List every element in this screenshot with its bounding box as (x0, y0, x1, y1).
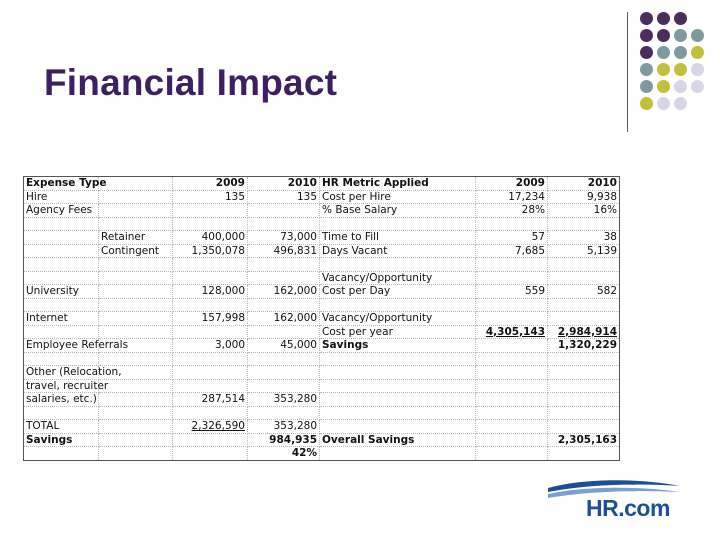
table-cell: 38 (548, 231, 620, 245)
table-row (24, 244, 620, 258)
table-cell (173, 217, 248, 231)
table-cell: 42% (248, 447, 320, 461)
table-cell: Internet (24, 312, 99, 326)
table-cell: TOTAL (24, 420, 99, 434)
table-cell (99, 285, 173, 299)
table-cell (24, 447, 99, 461)
table-cell (173, 366, 248, 380)
table-cell: 496,831 (248, 244, 320, 258)
table-cell (99, 433, 173, 447)
decor-dot (691, 63, 704, 76)
decor-dot (657, 80, 670, 93)
decorative-dot-grid (0, 0, 720, 140)
table-row (24, 433, 620, 447)
table-cell: 3,000 (173, 339, 248, 353)
table-cell (248, 217, 320, 231)
table-cell: Savings (24, 433, 99, 447)
table-row (24, 271, 620, 285)
decor-dot (657, 12, 670, 25)
decor-dot (691, 29, 704, 42)
table-cell (320, 379, 476, 393)
table-cell: Cost per year (320, 325, 476, 339)
decor-dot (640, 63, 653, 76)
table-cell: 45,000 (248, 339, 320, 353)
table-cell (248, 325, 320, 339)
table-cell: 582 (548, 285, 620, 299)
table-cell: 73,000 (248, 231, 320, 245)
decor-dot (657, 46, 670, 59)
table-cell: 9,938 (548, 190, 620, 204)
table-cell (548, 379, 620, 393)
table-cell (476, 379, 548, 393)
table-cell (24, 298, 99, 312)
decor-dot (691, 46, 704, 59)
table-row (24, 379, 620, 393)
table-row (24, 298, 620, 312)
table-row (24, 312, 620, 326)
table-cell: 17,234 (476, 190, 548, 204)
table-cell (320, 352, 476, 366)
table-cell (99, 447, 173, 461)
table-cell (248, 352, 320, 366)
table-cell (173, 406, 248, 420)
table-cell (476, 420, 548, 434)
table-cell: 400,000 (173, 231, 248, 245)
table-cell (24, 258, 99, 272)
header-cell: 2010 (548, 177, 620, 191)
table-cell: 135 (248, 190, 320, 204)
table-cell: Vacancy/Opportunity (320, 312, 476, 326)
table-cell: 559 (476, 285, 548, 299)
table-cell: University (24, 285, 99, 299)
table-cell (476, 366, 548, 380)
table-row (24, 231, 620, 245)
table-header-row (24, 177, 620, 191)
table-cell (24, 244, 99, 258)
table-cell: 7,685 (476, 244, 548, 258)
table-cell: travel, recruiter (24, 379, 99, 393)
table-cell (248, 271, 320, 285)
table-cell: Savings (320, 339, 476, 353)
table-cell (476, 298, 548, 312)
table-cell (99, 190, 173, 204)
table-cell: 5,139 (548, 244, 620, 258)
table-cell: 128,000 (173, 285, 248, 299)
decor-dot (674, 12, 687, 25)
table-cell (173, 204, 248, 218)
header-cell: 2010 (248, 177, 320, 191)
decor-dot (674, 63, 687, 76)
table-cell (548, 217, 620, 231)
slide-title: Financial Impact (44, 62, 338, 103)
table-cell (320, 393, 476, 407)
table-cell (548, 271, 620, 285)
table-cell (476, 312, 548, 326)
table-cell (548, 447, 620, 461)
table-cell: 28% (476, 204, 548, 218)
table-cell: Retainer (99, 231, 173, 245)
table-cell: 162,000 (248, 312, 320, 326)
table-row (24, 447, 620, 461)
table-cell (476, 433, 548, 447)
table-cell (99, 271, 173, 285)
table-cell (99, 420, 173, 434)
decor-dot (657, 29, 670, 42)
table-cell (248, 258, 320, 272)
table-cell (99, 312, 173, 326)
table-cell: 2,305,163 (548, 433, 620, 447)
table-cell (320, 258, 476, 272)
table-cell: Days Vacant (320, 244, 476, 258)
table-cell (248, 406, 320, 420)
table-cell (476, 217, 548, 231)
logo-text: HR.com (586, 495, 670, 521)
decor-dot (657, 63, 670, 76)
table-cell (99, 406, 173, 420)
table-cell (476, 406, 548, 420)
table-cell (99, 379, 173, 393)
table-cell (173, 271, 248, 285)
table-cell: 157,998 (173, 312, 248, 326)
table-cell (476, 271, 548, 285)
table-cell: Agency Fees (24, 204, 99, 218)
table-cell (548, 420, 620, 434)
table-cell (24, 325, 99, 339)
table-cell (24, 217, 99, 231)
header-cell: HR Metric Applied (320, 177, 476, 191)
header-cell: 2009 (476, 177, 548, 191)
table-row (24, 204, 620, 218)
table-cell (99, 204, 173, 218)
table-cell: 162,000 (248, 285, 320, 299)
decor-dot (640, 46, 653, 59)
table-cell (99, 258, 173, 272)
decor-dot (674, 29, 687, 42)
table-cell: 1,320,229 (548, 339, 620, 353)
table-cell (24, 406, 99, 420)
table-cell (476, 352, 548, 366)
table-cell (173, 258, 248, 272)
table-cell (548, 393, 620, 407)
header-cell: Expense Type (24, 177, 99, 191)
table-cell (99, 217, 173, 231)
table-cell (173, 447, 248, 461)
table-row (24, 190, 620, 204)
table-cell: Cost per Day (320, 285, 476, 299)
table-cell: Other (Relocation, (24, 366, 99, 380)
table-cell (476, 447, 548, 461)
table-cell (476, 339, 548, 353)
table-cell (476, 258, 548, 272)
decor-dot (674, 46, 687, 59)
table-cell (99, 352, 173, 366)
table-cell (173, 379, 248, 393)
table-cell: 2,984,914 (548, 325, 620, 339)
table-row (24, 217, 620, 231)
table-cell: Cost per Hire (320, 190, 476, 204)
decor-dot (640, 97, 653, 110)
table-cell: 1,350,078 (173, 244, 248, 258)
table-row (24, 285, 620, 299)
table-row (24, 420, 620, 434)
table-cell (99, 298, 173, 312)
table-row (24, 393, 620, 407)
table-cell (476, 393, 548, 407)
decor-dot (640, 29, 653, 42)
table-cell (548, 258, 620, 272)
decor-dot (674, 97, 687, 110)
table-cell (248, 366, 320, 380)
table-cell: salaries, etc.) (24, 393, 99, 407)
table-cell (248, 379, 320, 393)
table-cell (548, 312, 620, 326)
table-cell: Overall Savings (320, 433, 476, 447)
table-cell (548, 406, 620, 420)
title-divider-line (627, 12, 628, 132)
table-cell (320, 420, 476, 434)
table-cell (248, 204, 320, 218)
header-cell: 2009 (173, 177, 248, 191)
table-cell: Contingent (99, 244, 173, 258)
table-cell (173, 298, 248, 312)
financial-impact-table (23, 176, 620, 461)
decor-dot (640, 12, 653, 25)
table-cell (320, 406, 476, 420)
decor-dot (674, 80, 687, 93)
table-row (24, 406, 620, 420)
table-cell (548, 366, 620, 380)
table-row (24, 325, 620, 339)
table-cell: 2,326,590 (173, 420, 248, 434)
table-cell (320, 447, 476, 461)
table-cell: 984,935 (248, 433, 320, 447)
table-cell (24, 271, 99, 285)
table-cell (99, 393, 173, 407)
table-cell (548, 298, 620, 312)
table-cell (320, 298, 476, 312)
table-cell: 353,280 (248, 393, 320, 407)
table-row (24, 339, 620, 353)
table-cell: Employee Referrals (24, 339, 99, 353)
table-cell: Time to Fill (320, 231, 476, 245)
table-row (24, 352, 620, 366)
table-cell: Vacancy/Opportunity (320, 271, 476, 285)
table-row (24, 258, 620, 272)
table-cell (320, 366, 476, 380)
table-cell: 57 (476, 231, 548, 245)
table-row (24, 366, 620, 380)
table-cell: 287,514 (173, 393, 248, 407)
table-cell (548, 352, 620, 366)
table-cell (248, 298, 320, 312)
table-cell (173, 325, 248, 339)
table-cell (320, 217, 476, 231)
decor-dot (691, 80, 704, 93)
table-cell: 135 (173, 190, 248, 204)
table-cell (24, 352, 99, 366)
table-cell: 353,280 (248, 420, 320, 434)
table-cell: % Base Salary (320, 204, 476, 218)
table-cell (173, 433, 248, 447)
decor-dot (640, 80, 653, 93)
decor-dot (657, 97, 670, 110)
table-cell (24, 231, 99, 245)
table-cell: Hire (24, 190, 99, 204)
header-cell (99, 177, 173, 191)
table-cell (99, 325, 173, 339)
table-cell: 4,305,143 (476, 325, 548, 339)
table-cell (173, 352, 248, 366)
table-cell: 16% (548, 204, 620, 218)
